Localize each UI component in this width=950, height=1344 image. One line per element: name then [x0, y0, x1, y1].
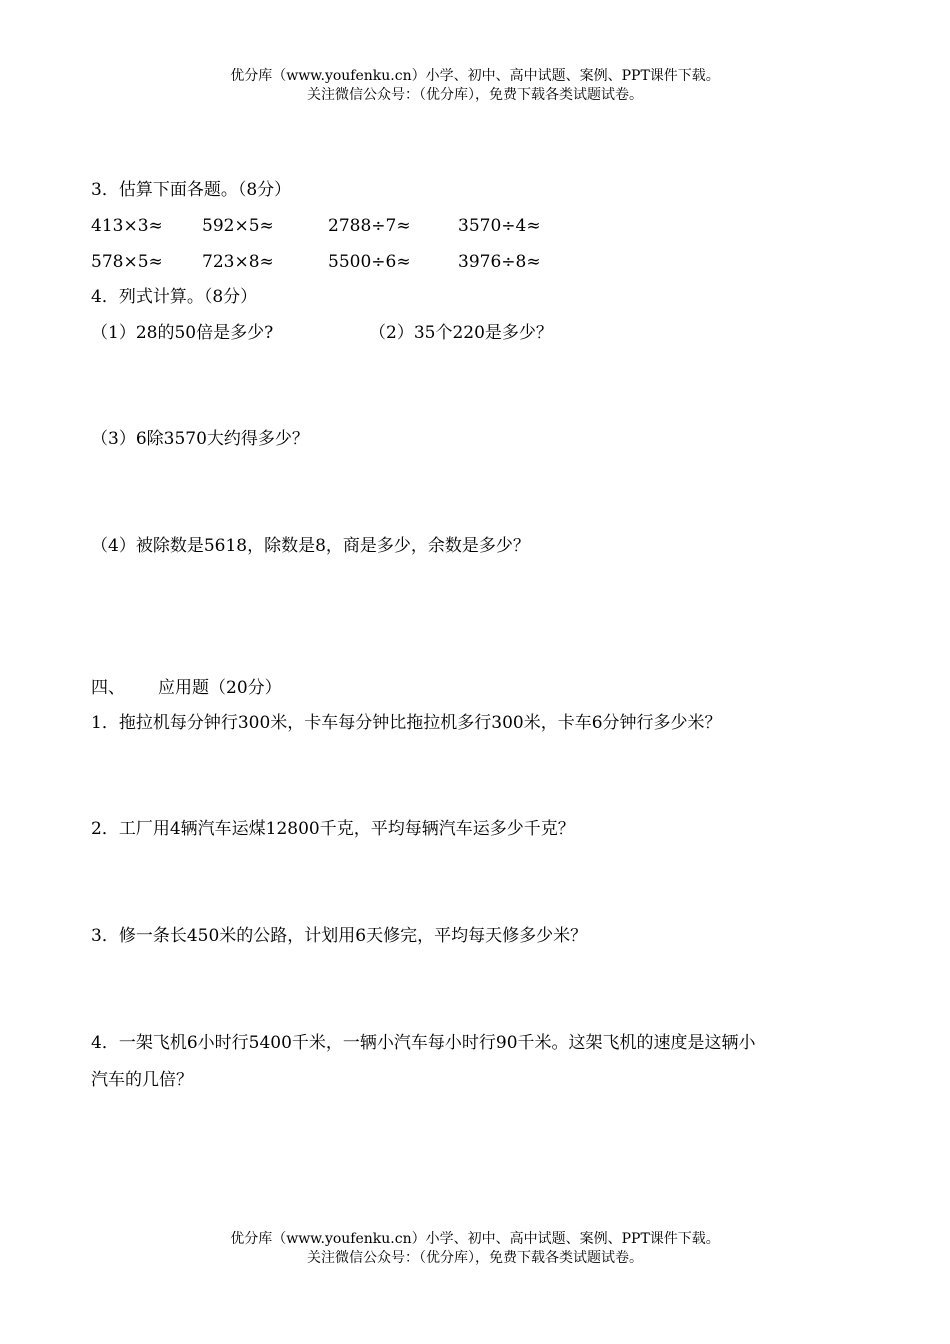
estimate-item: 413×3≈ [91, 216, 163, 236]
word-problem: 2．工厂用4辆汽车运煤12800千克，平均每辆汽车运多少千克？ [91, 819, 575, 839]
question-item: （3）6除3570大约得多少？ [91, 429, 309, 449]
word-problem-continued: 汽车的几倍？ [91, 1070, 193, 1090]
footer-line-1: 优分库（www.youfenku.cn）小学、初中、高中试题、案例、PPT课件下载。 [230, 1231, 720, 1247]
estimate-item: 592×5≈ [202, 216, 274, 236]
header-line-1: 优分库（www.youfenku.cn）小学、初中、高中试题、案例、PPT课件下载。 [230, 68, 720, 84]
estimate-item: 578×5≈ [91, 252, 163, 272]
estimate-item: 5500÷6≈ [328, 252, 411, 272]
section-4-title: 4．列式计算。（8分） [91, 287, 258, 307]
word-problem: 4．一架飞机6小时行5400千米，一辆小汽车每小时行90千米。这架飞机的速度是这辆小 [91, 1033, 756, 1053]
part-four-number: 四、 [91, 678, 125, 698]
estimate-item: 2788÷7≈ [328, 216, 411, 236]
estimate-item: 3976÷8≈ [458, 252, 541, 272]
footer-line-2: 关注微信公众号：（优分库），免费下载各类试题试卷。 [307, 1250, 643, 1266]
estimate-item: 723×8≈ [202, 252, 274, 272]
question-item: （1）28的50倍是多少? [91, 323, 274, 343]
estimate-item: 3570÷4≈ [458, 216, 541, 236]
question-item: （2）35个220是多少？ [369, 323, 553, 343]
word-problem: 1．拖拉机每分钟行300米，卡车每分钟比拖拉机多行300米，卡车6分钟行多少米？ [91, 713, 722, 733]
word-problem: 3．修一条长450米的公路，计划用6天修完，平均每天修多少米？ [91, 926, 588, 946]
section-3-title: 3．估算下面各题。（8分） [91, 180, 292, 200]
question-item: （4）被除数是5618，除数是8，商是多少，余数是多少？ [91, 536, 530, 556]
header-line-2: 关注微信公众号：（优分库），免费下载各类试题试卷。 [307, 87, 643, 103]
part-four-title: 应用题（20分） [158, 678, 282, 698]
